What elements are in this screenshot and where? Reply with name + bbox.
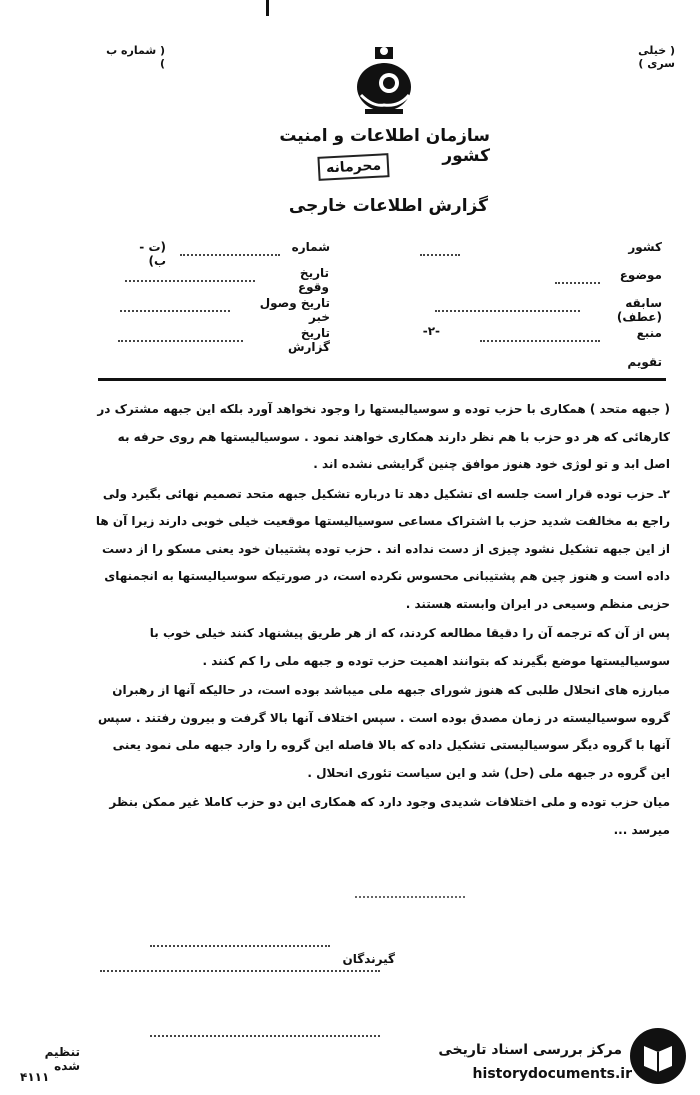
evaluation-label: تقویم	[627, 355, 662, 369]
country-label: کشور	[628, 240, 662, 254]
precedent-label: سابقه (عطف)	[616, 296, 662, 324]
date-occurred-dots	[125, 280, 255, 282]
subject-label: موضوع	[619, 268, 662, 282]
country-dots	[420, 254, 460, 256]
top-right-label: ( خیلی سری )	[638, 44, 675, 70]
source-dots	[480, 340, 600, 342]
signature-line-3	[150, 1035, 380, 1037]
source-label: منبع	[636, 326, 662, 340]
recipients-label: گیرندگان	[342, 952, 395, 966]
book-icon	[630, 1028, 686, 1084]
report-title: گزارش اطلاعات خارجی	[288, 196, 488, 216]
org-title: سازمان اطلاعات و امنیت کشور	[279, 126, 490, 166]
number-dots	[180, 254, 280, 256]
bottom-left-marks: تنظیم شده	[44, 1045, 80, 1073]
date-report-dots	[118, 340, 243, 342]
date-occurred-label: تاریخ وقوع	[297, 266, 329, 294]
watermark-logo	[630, 1028, 686, 1084]
paragraph-5: میان حزب توده و ملی اختلافات شدیدی وجود دارد که همکاری این دو حزب کاملا غیر ممکن بنظر میرسد ...	[109, 795, 670, 837]
number-value: (ت - ب)	[139, 240, 166, 268]
lion-and-sun-emblem	[353, 45, 415, 117]
paragraph-1: ( جبهه متحد ) همکاری با حزب توده و سوسیالیستها را وجود نخواهد آورد بلکه این جبهه مشترک در کارهائی که هر دو حزب با هم نظر دارند همکاری خواهند نمود . سوسیالیستها هم روی حرفه به اصل ابد و تو لوژی خود هنوز موافق چنین گرایشی نشده اند .	[97, 402, 670, 471]
date-received-label: تاریخ وصول خبر	[259, 296, 330, 324]
date-received-dots	[120, 310, 230, 312]
top-left-label: ( شماره ب )	[106, 44, 165, 70]
bottom-left-number: ۴۱۱۱	[20, 1070, 50, 1084]
paragraph-2: ۲ـ حزب توده قرار است جلسه ای تشکیل دهد تا درباره تشکیل جبهه متحد تصمیم نهائی بگیرد ولی راجع به مخالفت شدید حزب با اشتراک مساعی سوسیالیستها موقعیت خیلی خوبی دارند زیرا آن ها از این جبهه تشکیل نشود چیزی از دست نداده اند . حزب توده پشتیبان خود یعنی مسکو را از دست داده است و هنوز چین هم پشتیبانی محسوس نکرده است، در صورتیکه سوسیالیستها به انجمنهای حزبی منظم وسیعی در ایران وابسته هستند .	[95, 486, 670, 611]
signature-line-1	[150, 945, 330, 947]
date-report-label: تاریخ گزارش	[287, 326, 330, 354]
report-body	[90, 396, 670, 844]
paragraph-3: پس از آن که ترجمه آن را دقیقا مطالعه کردند، که از هر طریق پیشنهاد کنند خیلی خوب با سوسیالیستها موضع بگیرند که بتوانند اهمیت حزب توده و جبهه ملی را کم کنند .	[149, 626, 670, 668]
paragraph-4: مبارزه های انحلال طلبی که هنوز شورای جبهه ملی میباشد بوده است، در حالیکه آنها از رهبران گروه سوسیالیسته در زمان مصدق بوده است . سپس اختلاف آنها بالا گرفت و بیرون رفتند . سپس آنها با گروه دیگر سوسیالیستی تشکیل داده که بالا فاصله این گروه را وارد جبهه ملی نمود یعنی این گروه در جبهه ملی (حل) شد و این سیاست تئوری انحلال .	[98, 683, 670, 780]
classification-stamp: محرمانه	[317, 153, 389, 181]
number-label: شماره	[291, 240, 330, 254]
subject-dots	[555, 282, 600, 284]
header-divider	[98, 378, 666, 381]
signature-line-2	[100, 970, 380, 972]
watermark-title: مرکز بررسی اسناد تاریخی	[438, 1042, 622, 1058]
source-value: -۲-	[422, 324, 440, 338]
watermark-url[interactable]: historydocuments.ir	[472, 1066, 632, 1082]
top-margin-mark	[266, 0, 269, 16]
signature-scribble	[355, 872, 465, 898]
precedent-dots	[435, 310, 580, 312]
